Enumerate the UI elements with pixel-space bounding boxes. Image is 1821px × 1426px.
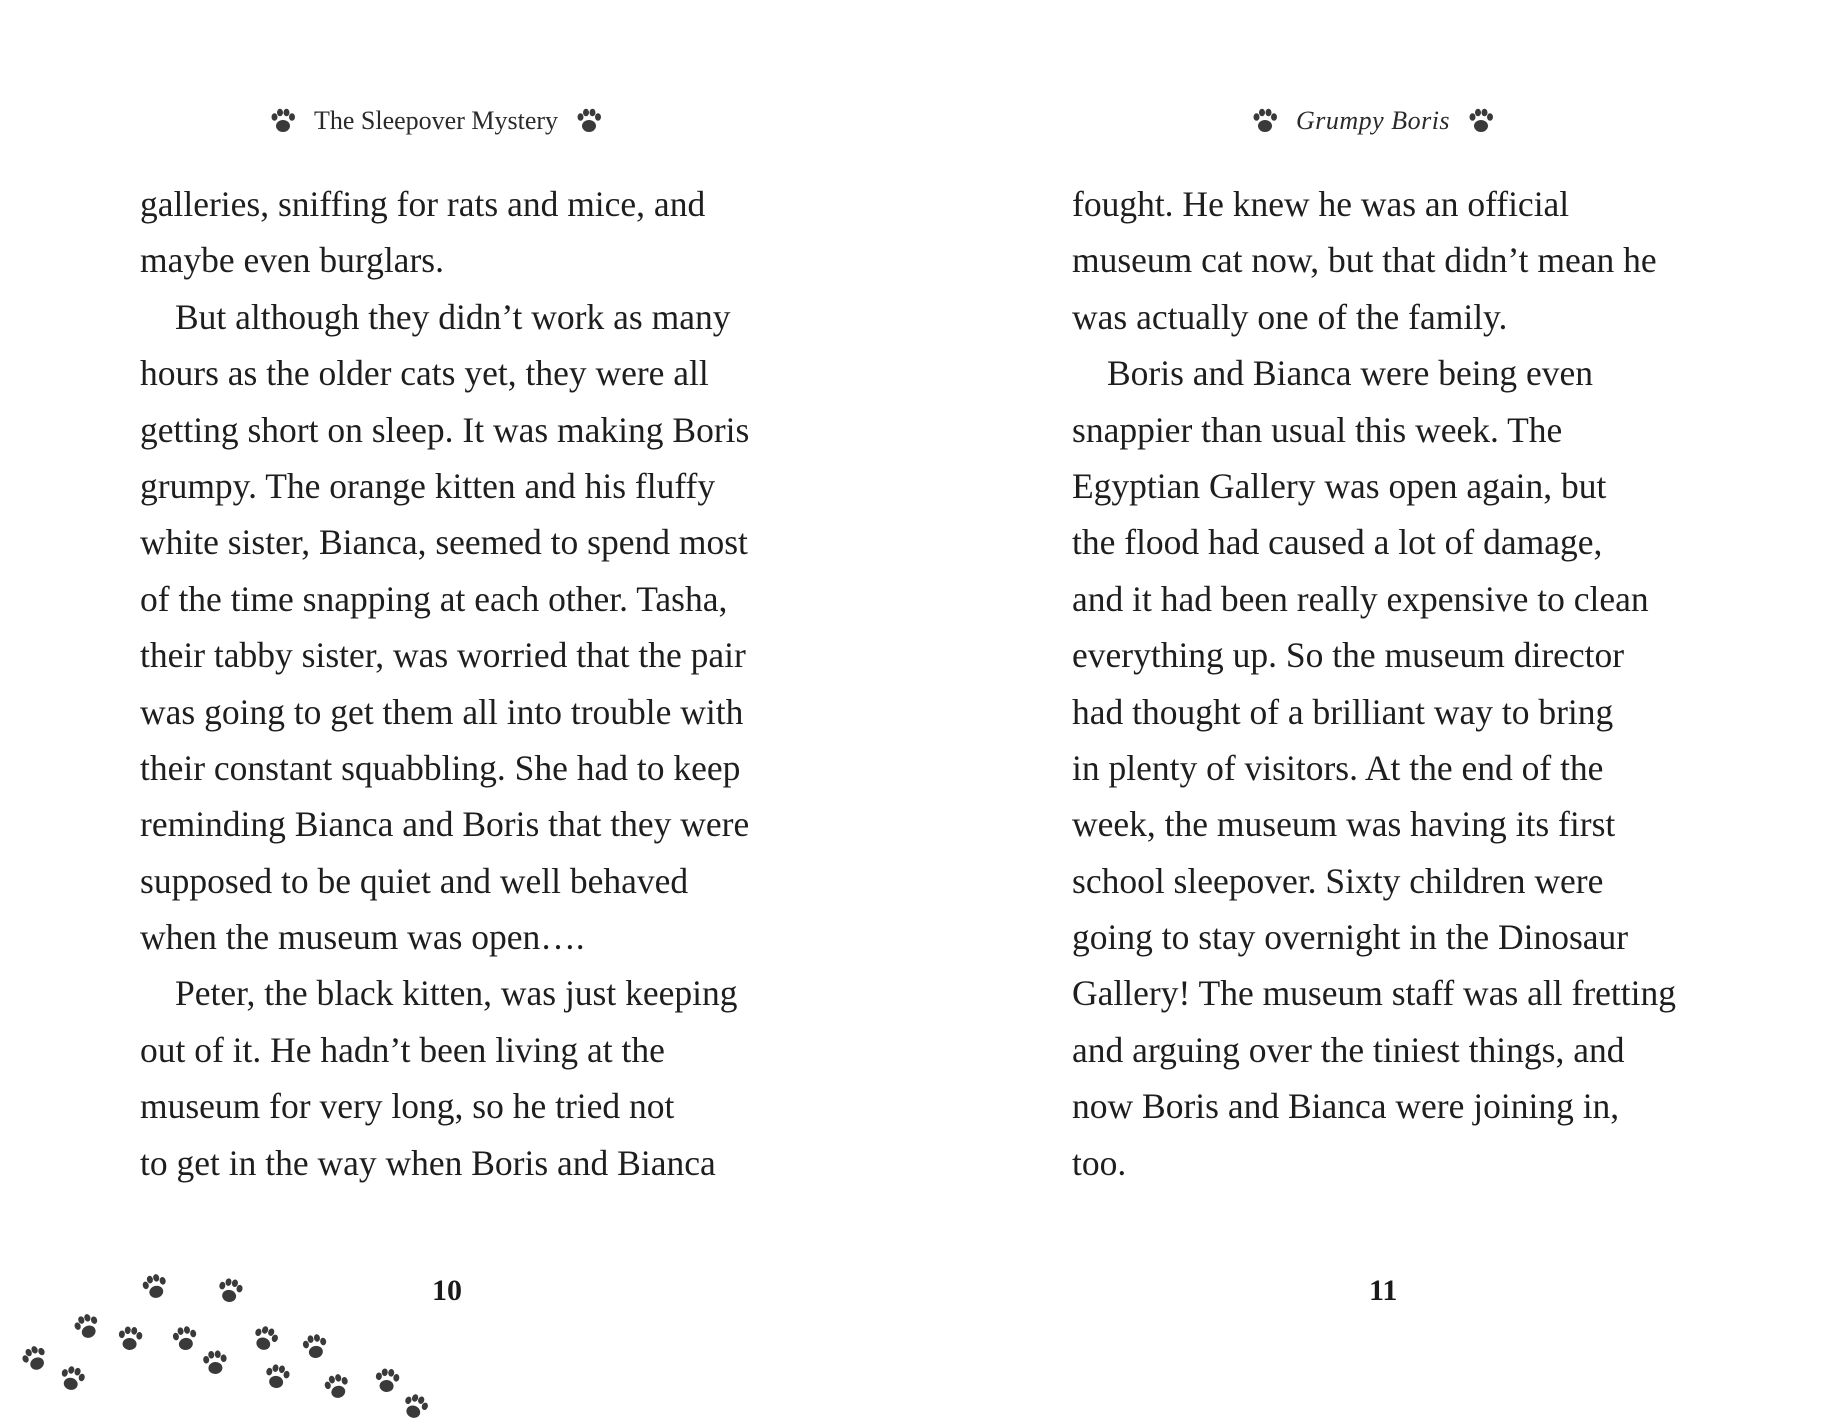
paw-print-icon [396,1388,434,1426]
text-line: white sister, Bianca, seemed to spend most [140,522,748,563]
right-running-head [1250,106,1496,136]
text-line: reminding Bianca and Boris that they were [140,804,750,845]
text-line: now Boris and Bianca were joining in, [1072,1086,1620,1127]
paw-print-icon [574,106,604,136]
text-line: getting short on sleep. It was making Boris [140,409,750,450]
text-line: school sleepover. Sixty children were [1072,860,1604,901]
text-line: museum for very long, so he tried not [140,1086,675,1127]
text-line: Boris and Bianca were being even [1107,353,1593,394]
paw-print-icon [137,1269,174,1306]
paw-print-icon [298,1330,333,1365]
text-line: to get in the way when Boris and Bianca [140,1142,716,1183]
text-line: museum cat now, but that didn’t mean he [1072,240,1657,281]
text-line: of the time snapping at each other. Tasha, [140,578,728,619]
text-line: But although they didn’t work as many [175,296,731,337]
text-line: galleries, sniffing for rats and mice, and [140,184,706,224]
paw-print-icon [260,1360,295,1395]
text-line: too. [1072,1142,1127,1183]
paw-print-icon [213,1274,248,1309]
text-line: snappier than usual this week. The [1072,409,1563,450]
text-line: going to stay overnight in the Dinosaur [1072,917,1629,958]
left-page [0,0,910,1400]
text-line: week, the museum was having its first [1072,804,1616,845]
text-line: was going to get them all into trouble with [140,691,744,732]
paw-print-icon [268,106,298,136]
text-line: when the museum was open…. [140,917,585,958]
text-line: and it had been really expensive to clean [1072,578,1649,619]
chapter-title: Grumpy Boris [1296,106,1451,135]
paw-print-icon [68,1308,106,1346]
paw-print-icon [371,1365,404,1398]
text-line: and arguing over the tiniest things, and [1072,1029,1625,1070]
paw-print-icon [1250,106,1280,136]
paw-print-icon [54,1361,91,1398]
text-line: Gallery! The museum staff was all fretting [1072,973,1676,1014]
paw-print-icon [114,1323,147,1356]
text-line: supposed to be quiet and well behaved [140,860,689,901]
left-running-head [268,106,604,136]
text-line: Peter, the black kitten, was just keeping [175,973,738,1014]
text-line: their constant squabbling. She had to keep [140,747,741,788]
paw-print-icon [168,1322,203,1357]
text-line: Egyptian Gallery was open again, but [1072,465,1607,506]
text-line: in plenty of visitors. At the end of the [1072,747,1604,788]
paw-print-icon [15,1339,55,1379]
paw-trail-decoration [0,1220,520,1400]
text-line: maybe even burglars. [140,240,444,281]
text-line: everything up. So the museum director [1072,635,1625,676]
text-line: grumpy. The orange kitten and his fluffy [140,465,716,506]
text-line: their tabby sister, was worried that the pair [140,635,746,676]
right-page [910,0,1820,1400]
book-title: The Sleepover Mystery [314,106,559,135]
text-line: fought. He knew he was an official [1072,184,1570,224]
text-line: was actually one of the family. [1072,296,1508,337]
paw-print-icon [246,1320,284,1358]
page-number-left: 10 [432,1274,462,1307]
text-line: the flood had caused a lot of damage, [1072,522,1603,563]
text-line: hours as the older cats yet, they were all [140,353,709,394]
paw-print-icon [1466,106,1496,136]
left-body-text [140,176,780,1191]
text-line: out of it. He hadn’t been living at the [140,1029,665,1070]
right-body-text [1072,176,1712,1191]
text-line: had thought of a brilliant way to bring [1072,691,1614,732]
page-number-right: 11 [1369,1274,1398,1307]
paw-print-icon [199,1347,232,1380]
